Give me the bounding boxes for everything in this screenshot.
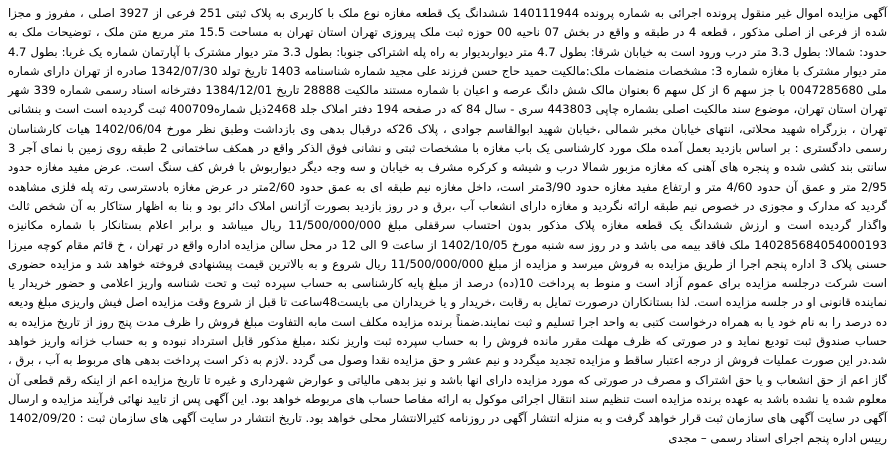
notice-body: آگهی مزایده اموال غیر منقول پرونده اجرائی به شماره پرونده 140111944 ششدانگ یک قطعه مغازه نوع ملک با کاربری به پلاک ثبتی 251 فرعی از 3927 اصلی ، مفروز و مجزا شده از فرعی از اصلی مذکور ، قطعه 4 در طبقه و واقع در بخش 07 ناحیه 00 حوزه ثبت ملک پیروزی تهران استان تهران به مساحت 15.5 متر مربع متن ملک ، توضیحات ملک به حدود: شمالا: بطول 3.3 متر درب ورود است به خیابان شرقا: بطول 4.7 متر دیواربدیوار به راه پله اشتراکی جنوبا: بطول 3.3 متر دیوار مشترک با آپارتمان شماره یک غربا: بطول 4.7 متر دیوار مشترک با مغازه شماره 3: مشخصات منضمات ملک:مالکیت حمید حاج حسن فرزند علی مجید شماره شناسنامه 1403 تاریخ تولد 1342/07/30 صادره از تهران دارای شماره ملی 0047285680 با جز سهم 6 از کل سهم 6 بعنوان مالک شش دانگ عرصه و اعیان با شماره مستند مالکیت 28888 تاریخ 1384/12/01 دفترخانه اسناد رسمی شماره 339 شهر تهران استان تهران، موضوع سند مالکیت اصلی بشماره چاپی 443803 سری - سال 84 که در صفحه 194 دفتر املاک جلد 2468ذیل شماره400709 ثبت گردیده است است و بنشانی تهران ، بزرگراه شهید محلاتی، انتهای خیابان مخبر شمالی ،خیابان شهید ابوالقاسم جوادی ، پلاک 26که درقبال بدهی وی بازداشت وطبق نظر مورخ 1402/06/04 هیات کارشناسان رسمی دادگستری : بر اساس بازدید بعمل آمده ملک مورد کارشناسی یک باب مغازه با مشخصات ثبتی و نشانی فوق الذکر واقع در همکف ساختمانی 2 طبقه روی زمین با نمای آجر 3 سانتی بند کشی شده و پنجره های آهنی که مغازه مزبور شمالا درب و شیشه و کرکره مشرف به خیابان و سه وجه دیگر دیواربوش با فرش کف سنگ است. عرض مفید مغازه حدود 2/95 متر و عمق آن حدود 4/60 متر و ارتفاع مفید مغازه حدود 3/90متر است، داخل مغازه نیم طبقه ای به عمق حدود 2/60متر در عرض مغازه بادسترسی رته پله فلزی مشاهده گردید که مدارک و مجوزی در خصوص نیم طبقه ارائه نگردید و مغازه دارای انشعاب آب ،برق و در روز بازدید بصورت آژانس املاک دائر بود و بنا به اظهار ستاکار به آن شخص ثالث واگذار گردیده است و ارزش ششدانگ یک قطعه مغازه پلاک مذکور بدون احتساب سرقفلی مبلغ 11/500/000/000 ریال میباشد و برابر اعلام بستانکار با شماره مکانیزه 140285684054000193 ملک فاقد بیمه می باشد و در روز سه شنبه مورخ 1402/10/05 از ساعت 9 الی 12 در محل سالن مزایده اداره واقع در تهران ، خ قائم مقام کوچه میرزا حسنی پلاک 3 اداره پنجم اجرا از طریق مزایده به فروش میرسد و مزایده از مبلغ 11/500/000/000 ریال شروع و به بالاترین قیمت پیشنهادی فروخته خواهد شد و مزایده حضوری است شرکت درجلسه مزایده برای عموم آزاد است و منوط به پرداخت 10(ده) درصد از مبلغ پایه کارشناسی به حساب سپرده ثبت و تحت شناسه واریز اعلامی و حضور خریدار یا نماینده قانونی او در جلسه مزایده است. لذا بستانکاران درصورت تمایل به رقابت ،خریدار و یا خریداران می بایست48ساعت تا قبل از شروع وقت مزایده اصل فیش واریزی مبلغ ودیعه ده درصد را به نام خود یا به همراه درخواست کتبی به واحد اجرا تسلیم و ثبت نمایند.ضمناً برنده مزایده مکلف است مابه التفاوت مبلغ فروش را ظرف مدت پنج روز از تاریخ مزایده به حساب صندوق ثبت تودیع نماید و در صورتی که ظرف مهلت مقرر مانده فروش را به حساب سپرده ثبت واریز نکند ،مبلغ مذکور قابل استرداد نبوده و به حساب خزانه واریز خواهد شد.در این صورت عملیات فروش از درجه اعتبار ساقط و مزایده تجدید میگردد و نیم عشر و حق مزایده نقدا وصول می گردد .لازم به ذکر است پرداخت بدهی های مربوط به آب ، برق ، گاز اعم از حق انشعاب و یا حق اشتراک و مصرف در صورتی که مورد مزایده دارای انها باشد و نیز بدهی مالیاتی و عوارض شهرداری و غیره تا تاریخ مزایده اعم از اینکه رقم قطعی آن معلوم شده یا نشده باشد به عهده برنده مزایده است تنظیم سند انتقال اجرائی موکول به ارائه مفاصا حساب های مربوطه خواهد بود. این آگهی پس از تایید نهائی فرآیند مزایده و ارسال آگهی در سایت آگهی های سازمان ثبت قرار خواهد گرفت و به منزله انتشار آگهی در روزنامه کثیرالانتشار محلی خواهد بود. تاریخ انتشار در سایت آگهی های سازمان ثبت : 1402/09/20	[8, 6, 888, 426]
notice-signature: رییس اداره پنجم اجرای اسناد رسمی – مجدی	[668, 430, 887, 445]
